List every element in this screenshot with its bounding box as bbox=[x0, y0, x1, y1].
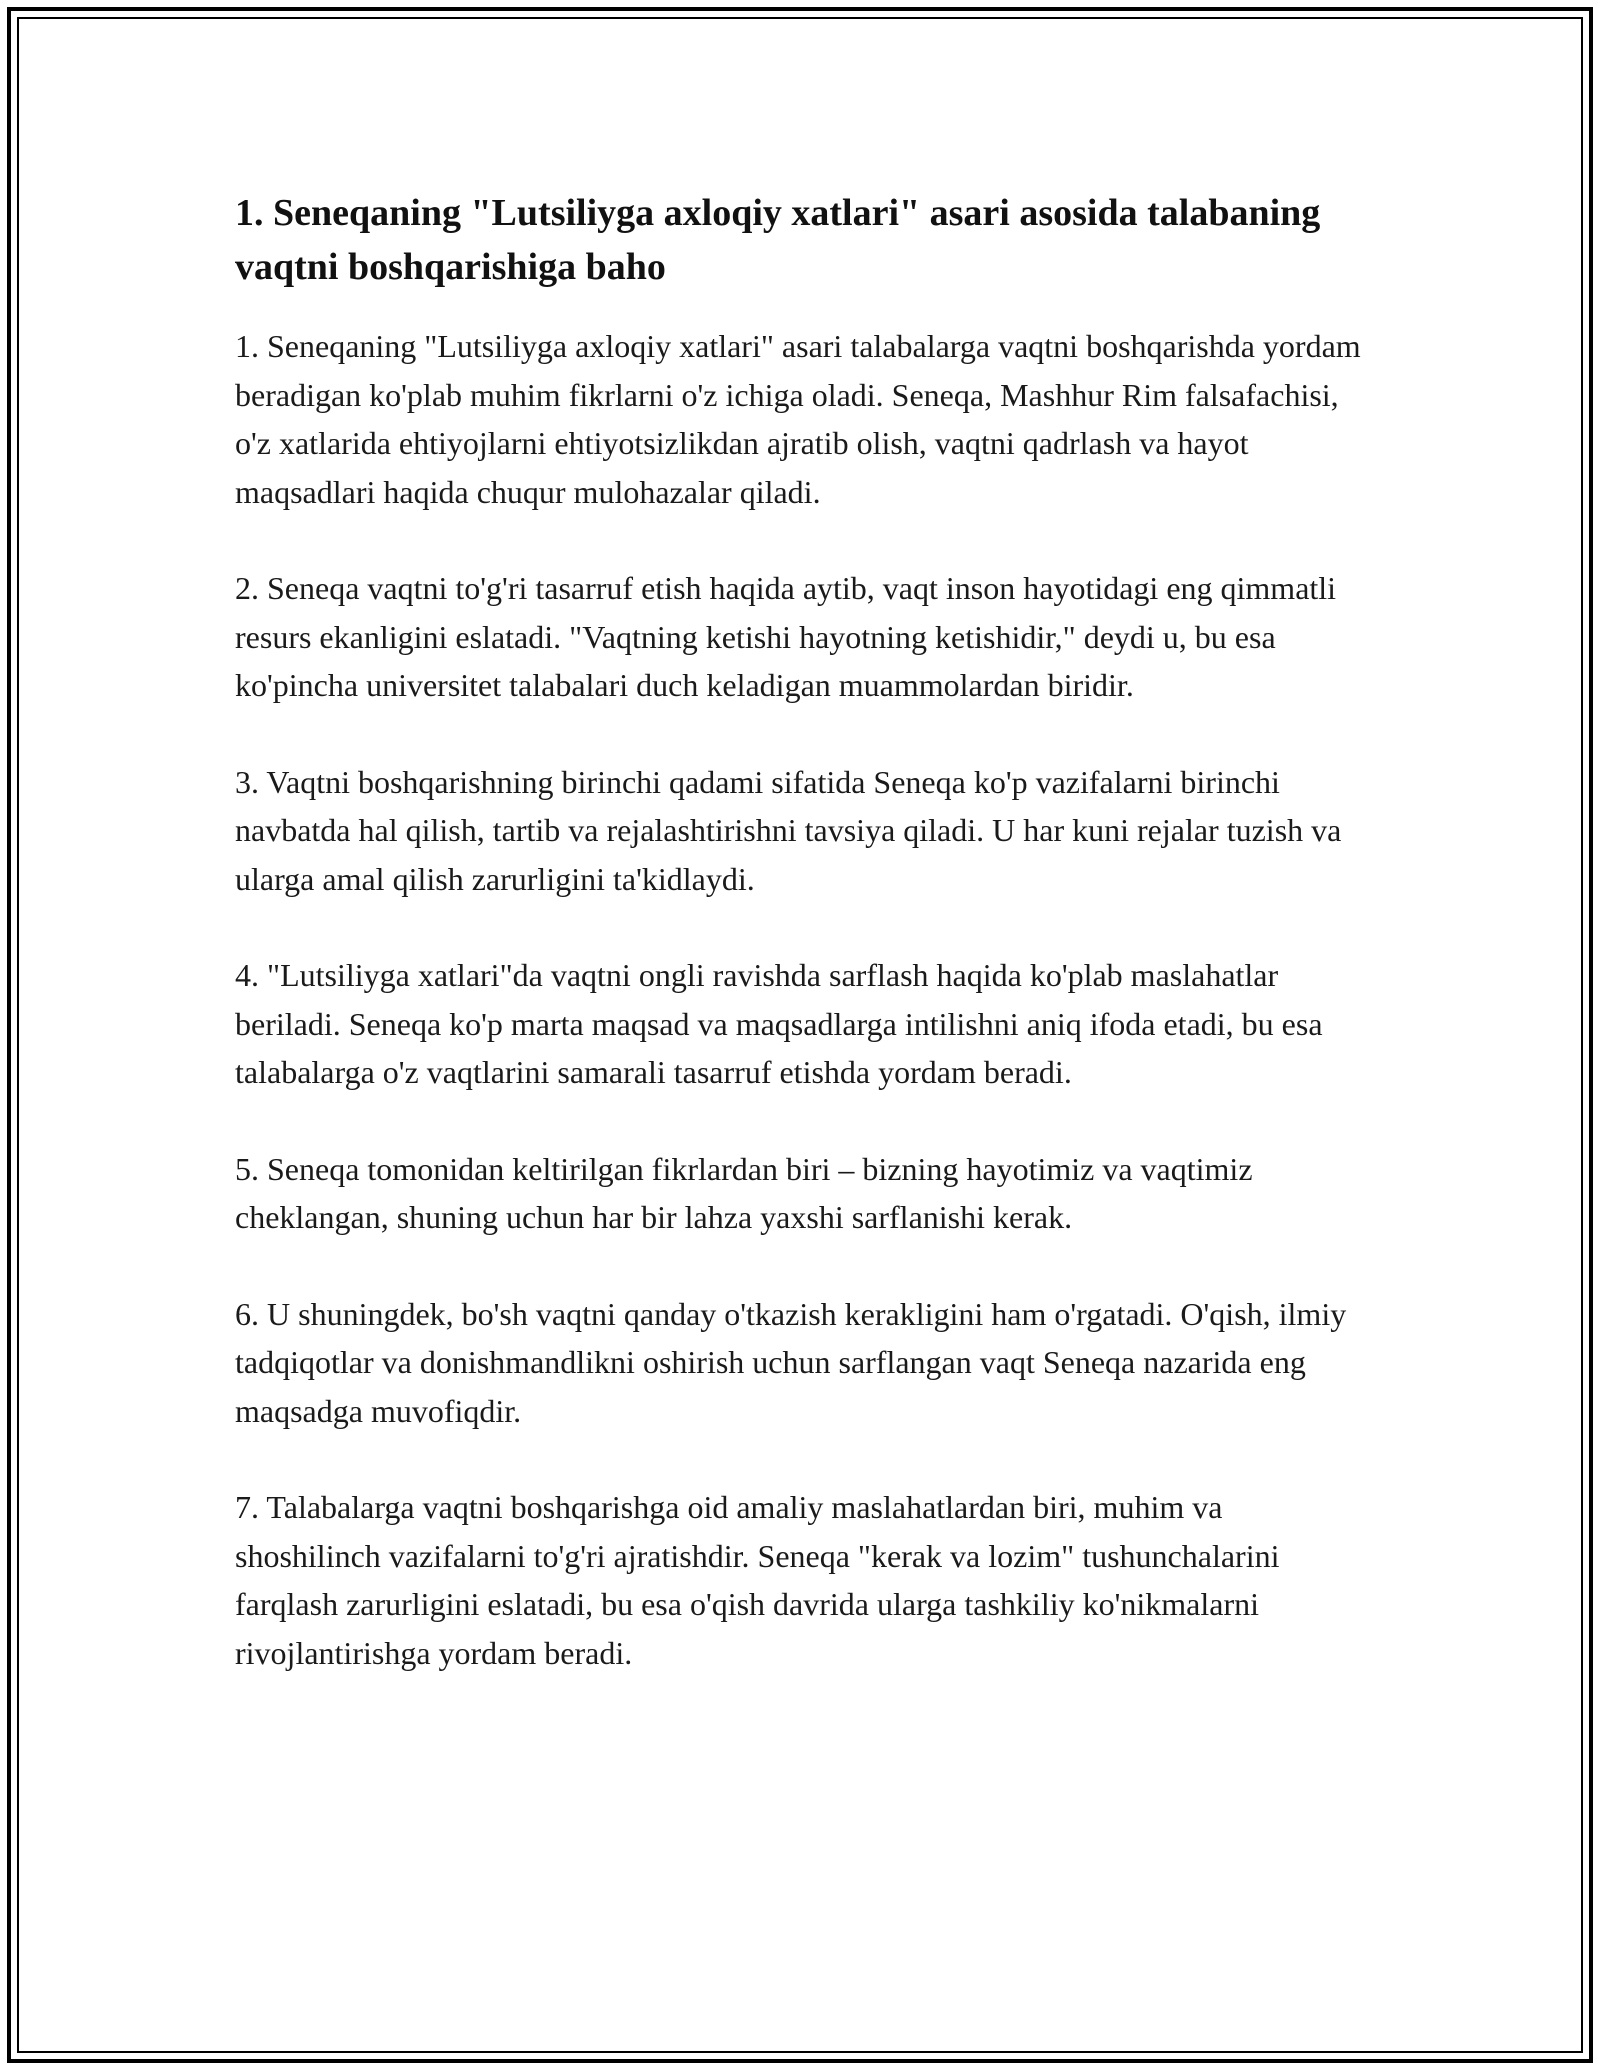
paragraph-5: 5. Seneqa tomonidan keltirilgan fikrlardan biri – bizning hayotimiz va vaqtimiz cheklangan, shuning uchun har bir lahza yaxshi sarflanishi kerak. bbox=[235, 1150, 1253, 1235]
paragraph-6: 6. U shuningdek, bo'sh vaqtni qanday o'tkazish kerakligini ham o'rgatadi. O'qish, ilmiy tadqiqotlar va donishmandlikni oshirish uchun sarflangan vaqt Seneqa nazarida eng maqsadga muvofiqdir. bbox=[235, 1295, 1347, 1429]
paragraph-2: 2. Seneqa vaqtni to'g'ri tasarruf etish haqida aytib, vaqt inson hayotidagi eng qimmatli resurs ekanligini eslatadi. "Vaqtning ketishi hayotning ketishidir," deydi u, bu esa ko'pincha universitet talabalari duch keladigan muammolardan biridir. bbox=[235, 570, 1337, 703]
paragraph-1: 1. Seneqaning "Lutsiliyga axloqiy xatlari" asari talabalarga vaqtni boshqarishda yordam beradigan ko'plab muhim fikrlarni o'z ichiga oladi. Seneqa, Mashhur Rim falsafachisi, o'z xatlarida ehtiyojlarni ehtiyotsizlikdan ajratib olish, vaqtni qadrlash va hayot maqsadlari haqida chuqur mulohazalar qiladi. bbox=[235, 328, 1361, 510]
document-title: 1. Seneqaning "Lutsiliyga axloqiy xatlari" asari asosida talabaning vaqtni boshqarishiga baho bbox=[235, 192, 1321, 288]
paragraph-7: 7. Talabalarga vaqtni boshqarishga oid amaliy maslahatlardan biri, muhim va shoshilinch vazifalarni to'g'ri ajratishdir. Seneqa "kerak va lozim" tushunchalarini farqlash zarurligini eslatadi, bu esa o'qish davrida ularga tashkiliy ko'nikmalarni rivojlantirishga yordam beradi. bbox=[235, 1489, 1280, 1671]
paragraph-4: 4. "Lutsiliyga xatlari"da vaqtni ongli ravishda sarflash haqida ko'plab maslahatlar beriladi. Seneqa ko'p marta maqsad va maqsadlarga intilishni aniq ifoda etadi, bu esa talabalarga o'z vaqtlarini samarali tasarruf etishda yordam beradi. bbox=[235, 957, 1323, 1090]
paragraph-3: 3. Vaqtni boshqarishning birinchi qadami sifatida Seneqa ko'p vazifalarni birinchi navbatda hal qilish, tartib va rejalashtirishni tavsiya qiladi. U har kuni rejalar tuzish va ularga amal qilish zarurligini ta'kidlaydi. bbox=[235, 763, 1342, 897]
document-body bbox=[235, 186, 1375, 1677]
